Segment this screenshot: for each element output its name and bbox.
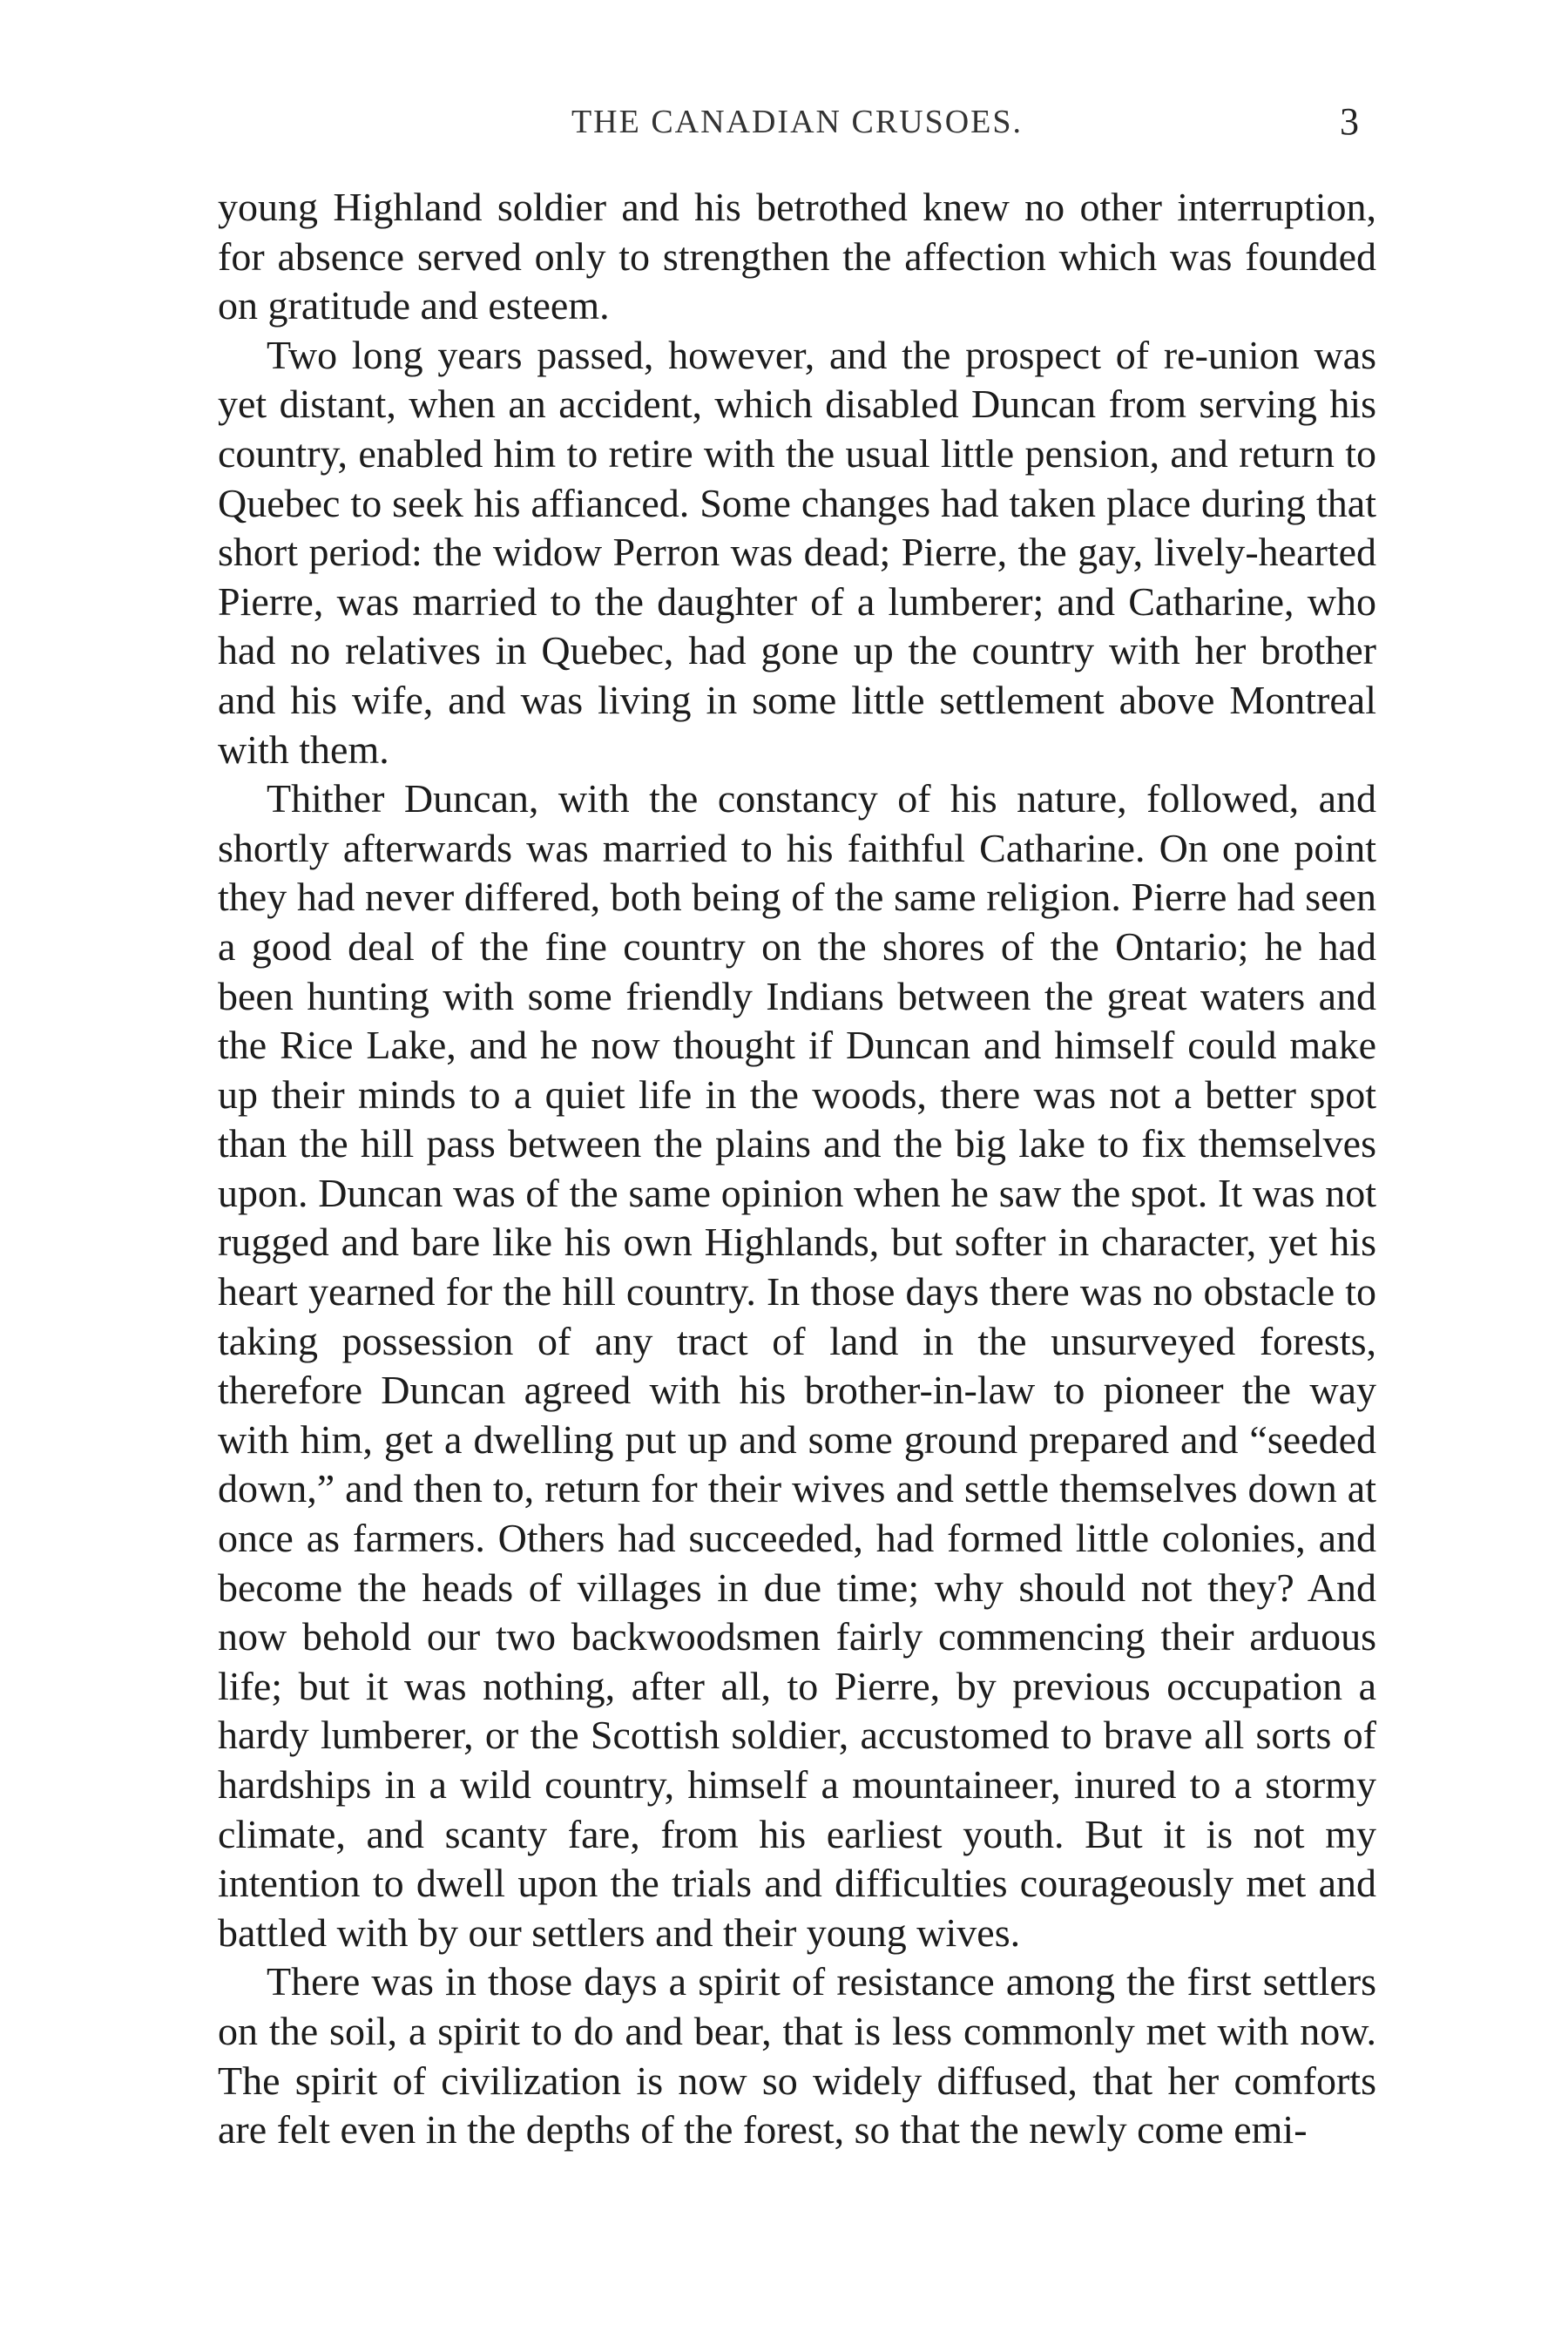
- paragraph-1: young Highland soldier and his betrothed knew no other interruption, for absence served only to strengthen the affection which was founded on gratitude and esteem.: [218, 185, 1376, 328]
- running-title: THE CANADIAN CRUSOES.: [571, 104, 1024, 140]
- paragraph-2: Two long years passed, however, and the prospect of re-union was yet distant, when an accident, which disabled Duncan from serving his country, enabled him to retire with the usual little pension, and return to Quebec to seek his affianced. Some changes had taken place during that short period: the widow Perron was dead; Pierre, the gay, lively-hearted Pierre, was married to the daughter of a lumberer; and Catharine, who had no relatives in Quebec, had gone up the country with her brother and his wife, and was living in some little settlement above Montreal with them.: [218, 332, 1376, 772]
- body-text: [218, 183, 1376, 2155]
- paragraph-4: There was in those days a spirit of resistance among the first settlers on the soil, a spirit to do and bear, that is less commonly met with now. The spirit of civilization is now so widely diffused, that her comforts are felt even in the depths of the forest, so that the newly come emi-: [218, 1959, 1376, 2153]
- paragraph-3: Thither Duncan, with the constancy of his nature, followed, and shortly afterwards was married to his faithful Catharine. On one point they had never differed, both being of the same religion. Pierre had seen a good deal of the fine country on the shores of the Ontario; he had been hunting with some friendly Indians between the great waters and the Rice Lake, and he now thought if Duncan and himself could make up their minds to a quiet life in the woods, there was not a better spot than the hill pass between the plains and the big lake to fix themselves upon. Duncan was of the same opinion when he saw the spot. It was not rugged and bare like his own Highlands, but softer in character, yet his heart yearned for the hill country. In those days there was no obstacle to taking possession of any tract of land in the unsurveyed forests, therefore Duncan agreed with his brother-in-law to pioneer the way with him, get a dwelling put up and some ground prepared and “seeded down,” and then to, return for their wives and settle themselves down at once as farmers. Others had succeeded, had formed little colonies, and become the heads of villages in due time; why should not they? And now behold our two backwoodsmen fairly commencing their arduous life; but it was nothing, after all, to Pierre, by previous occupation a hardy lumberer, or the Scottish soldier, accustomed to brave all sorts of hardships in a wild country, himself a mountaineer, inured to a stormy climate, and scanty fare, from his earliest youth. But it is not my intention to dwell upon the trials and difficulties courageously met and battled with by our settlers and their young wives.: [218, 776, 1376, 1955]
- page-number: 3: [1340, 100, 1359, 143]
- running-head: [218, 100, 1376, 155]
